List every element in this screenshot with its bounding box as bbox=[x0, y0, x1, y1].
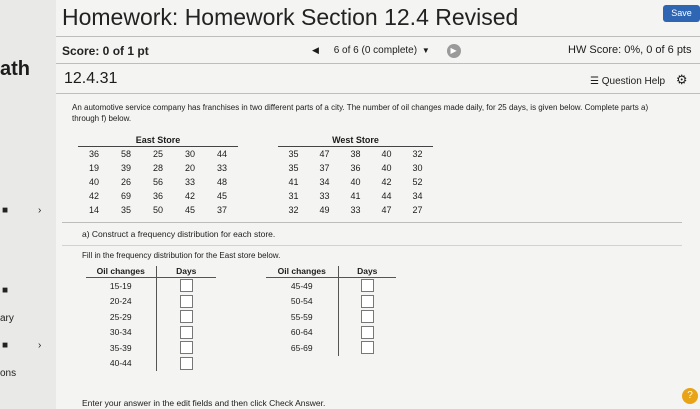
divider bbox=[56, 63, 700, 64]
table-cell: 39 bbox=[120, 163, 131, 173]
freq-table-right-wrap bbox=[266, 266, 396, 356]
table-cell: 25 bbox=[152, 149, 163, 159]
freq-row bbox=[86, 278, 216, 294]
col-days: Days bbox=[156, 266, 216, 278]
table-cell: 35 bbox=[288, 149, 299, 159]
hw-score: HW Score: 0%, 0 of 6 pts bbox=[568, 44, 692, 56]
freq-row bbox=[86, 294, 216, 310]
days-cell bbox=[338, 278, 396, 294]
divider bbox=[62, 245, 682, 246]
table-cell: 26 bbox=[120, 177, 131, 187]
table-row bbox=[278, 175, 433, 189]
days-input[interactable] bbox=[361, 310, 374, 323]
left-sidebar bbox=[0, 0, 56, 409]
table-cell: 37 bbox=[319, 163, 330, 173]
score-label: Score: 0 of 1 pt bbox=[62, 44, 149, 58]
part-a-prompt: a) Construct a frequency distribution for each store. bbox=[82, 229, 276, 239]
table-row bbox=[78, 189, 238, 203]
days-cell bbox=[338, 325, 396, 341]
class-interval: 60-64 bbox=[266, 325, 338, 341]
page-title: Homework: Homework Section 12.4 Revised bbox=[62, 4, 519, 30]
table-cell: 41 bbox=[350, 191, 361, 201]
sidebar-bullet-icon: ■ bbox=[2, 340, 9, 351]
col-days: Days bbox=[338, 266, 396, 278]
days-input[interactable] bbox=[180, 310, 193, 323]
table-cell: 31 bbox=[288, 191, 299, 201]
help-icon[interactable]: ? bbox=[682, 388, 698, 404]
divider bbox=[62, 222, 682, 223]
class-interval: 20-24 bbox=[86, 294, 156, 310]
question-progress[interactable]: 6 of 6 (0 complete) bbox=[333, 45, 418, 56]
table-cell: 32 bbox=[412, 149, 423, 159]
table-cell: 69 bbox=[120, 191, 131, 201]
freq-row bbox=[266, 309, 396, 325]
table-cell: 28 bbox=[152, 163, 163, 173]
col-oil-changes: Oil changes bbox=[86, 266, 156, 278]
table-cell: 34 bbox=[319, 177, 330, 187]
table-cell: 40 bbox=[88, 177, 99, 187]
question-number: 12.4.31 bbox=[64, 70, 118, 87]
east-store-table bbox=[78, 147, 238, 217]
col-oil-changes: Oil changes bbox=[266, 266, 338, 278]
part-a-instruction: Fill in the frequency distribution for the East store below. bbox=[82, 251, 281, 260]
freq-row bbox=[266, 294, 396, 310]
table-cell: 40 bbox=[381, 149, 392, 159]
gear-icon[interactable]: ⚙ bbox=[675, 72, 688, 87]
table-cell: 38 bbox=[350, 149, 361, 159]
table-cell: 47 bbox=[381, 205, 392, 215]
table-cell: 36 bbox=[88, 149, 99, 159]
days-input[interactable] bbox=[361, 295, 374, 308]
table-cell: 33 bbox=[184, 177, 195, 187]
class-interval: 30-34 bbox=[86, 325, 156, 341]
divider bbox=[56, 93, 700, 94]
days-input[interactable] bbox=[180, 341, 193, 354]
dropdown-icon[interactable]: ▼ bbox=[421, 46, 430, 55]
table-cell: 35 bbox=[120, 205, 131, 215]
days-cell bbox=[156, 340, 216, 356]
days-cell bbox=[338, 294, 396, 310]
freq-table-left bbox=[86, 266, 216, 371]
sidebar-item-ary[interactable]: ary bbox=[0, 313, 14, 324]
days-input[interactable] bbox=[180, 357, 193, 370]
table-cell: 33 bbox=[350, 205, 361, 215]
days-cell bbox=[338, 309, 396, 325]
table-cell: 32 bbox=[288, 205, 299, 215]
freq-row bbox=[86, 356, 216, 372]
west-store-table-wrap bbox=[278, 135, 433, 217]
chevron-right-icon[interactable]: › bbox=[38, 205, 42, 216]
table-cell: 48 bbox=[216, 177, 227, 187]
freq-row bbox=[266, 325, 396, 341]
table-cell: 40 bbox=[381, 163, 392, 173]
question-help-label[interactable]: Question Help bbox=[601, 76, 666, 87]
table-cell: 44 bbox=[216, 149, 227, 159]
table-row bbox=[278, 189, 433, 203]
days-cell bbox=[156, 294, 216, 310]
table-row bbox=[278, 203, 433, 217]
freq-table-right bbox=[266, 266, 396, 356]
next-question-icon[interactable]: ▶ bbox=[447, 44, 461, 58]
days-cell bbox=[156, 325, 216, 341]
table-cell: 33 bbox=[319, 191, 330, 201]
table-cell: 56 bbox=[152, 177, 163, 187]
table-row bbox=[278, 147, 433, 161]
east-store-table-wrap bbox=[78, 135, 238, 217]
answer-hint: Enter your answer in the edit fields and then click Check Answer. bbox=[82, 398, 326, 408]
table-row bbox=[78, 203, 238, 217]
freq-row bbox=[86, 325, 216, 341]
table-cell: 19 bbox=[88, 163, 99, 173]
days-input[interactable] bbox=[361, 341, 374, 354]
class-interval: 25-29 bbox=[86, 309, 156, 325]
table-cell: 47 bbox=[319, 149, 330, 159]
table-cell: 45 bbox=[184, 205, 195, 215]
west-store-table bbox=[278, 147, 433, 217]
table-cell: 34 bbox=[412, 191, 423, 201]
class-interval: 15-19 bbox=[86, 278, 156, 294]
days-input[interactable] bbox=[180, 295, 193, 308]
table-cell: 33 bbox=[216, 163, 227, 173]
west-store-title: West Store bbox=[278, 135, 433, 147]
freq-row bbox=[266, 340, 396, 356]
freq-row bbox=[266, 278, 396, 294]
freq-row bbox=[86, 309, 216, 325]
question-nav[interactable] bbox=[312, 44, 461, 58]
days-input[interactable] bbox=[361, 326, 374, 339]
prev-question-icon[interactable]: ◀ bbox=[312, 45, 319, 55]
sidebar-bullet-icon: ■ bbox=[2, 285, 9, 296]
divider bbox=[56, 36, 700, 37]
table-cell: 58 bbox=[120, 149, 131, 159]
days-cell bbox=[156, 309, 216, 325]
days-cell bbox=[156, 356, 216, 372]
table-row bbox=[78, 147, 238, 161]
freq-row bbox=[86, 340, 216, 356]
table-cell: 50 bbox=[152, 205, 163, 215]
freq-table-left-wrap bbox=[86, 266, 216, 371]
table-cell: 42 bbox=[184, 191, 195, 201]
days-input[interactable] bbox=[361, 279, 374, 292]
save-button[interactable]: Save bbox=[663, 5, 700, 22]
days-cell bbox=[156, 278, 216, 294]
class-interval: 35-39 bbox=[86, 340, 156, 356]
days-input[interactable] bbox=[180, 279, 193, 292]
table-cell: 49 bbox=[319, 205, 330, 215]
table-row bbox=[78, 175, 238, 189]
table-cell: 30 bbox=[412, 163, 423, 173]
table-cell: 41 bbox=[288, 177, 299, 187]
table-cell: 42 bbox=[88, 191, 99, 201]
table-row bbox=[78, 161, 238, 175]
question-description: An automotive service company has franchises in two different parts of a city. The number of oil changes made daily, for 25 days, is given below. Complete parts a) through f) below. bbox=[72, 103, 649, 123]
table-cell: 14 bbox=[88, 205, 99, 215]
table-cell: 35 bbox=[288, 163, 299, 173]
table-cell: 27 bbox=[412, 205, 423, 215]
east-store-title: East Store bbox=[78, 135, 238, 147]
class-interval: 45-49 bbox=[266, 278, 338, 294]
table-cell: 52 bbox=[412, 177, 423, 187]
table-cell: 45 bbox=[216, 191, 227, 201]
table-cell: 44 bbox=[381, 191, 392, 201]
table-cell: 30 bbox=[184, 149, 195, 159]
table-cell: 36 bbox=[152, 191, 163, 201]
table-cell: 36 bbox=[350, 163, 361, 173]
chevron-right-icon[interactable]: › bbox=[38, 340, 42, 351]
sidebar-heading: ath bbox=[0, 58, 30, 80]
table-cell: 40 bbox=[350, 177, 361, 187]
class-interval: 55-59 bbox=[266, 309, 338, 325]
days-input[interactable] bbox=[180, 326, 193, 339]
table-cell: 20 bbox=[184, 163, 195, 173]
days-cell bbox=[338, 340, 396, 356]
sidebar-bullet-icon: ■ bbox=[2, 205, 9, 216]
class-interval: 65-69 bbox=[266, 340, 338, 356]
table-row bbox=[278, 161, 433, 175]
list-icon: ☰ bbox=[590, 76, 599, 87]
class-interval: 40-44 bbox=[86, 356, 156, 372]
question-help-button[interactable] bbox=[590, 72, 688, 88]
table-cell: 37 bbox=[216, 205, 227, 215]
sidebar-item-ons[interactable]: ons bbox=[0, 368, 17, 379]
class-interval: 50-54 bbox=[266, 294, 338, 310]
table-cell: 42 bbox=[381, 177, 392, 187]
